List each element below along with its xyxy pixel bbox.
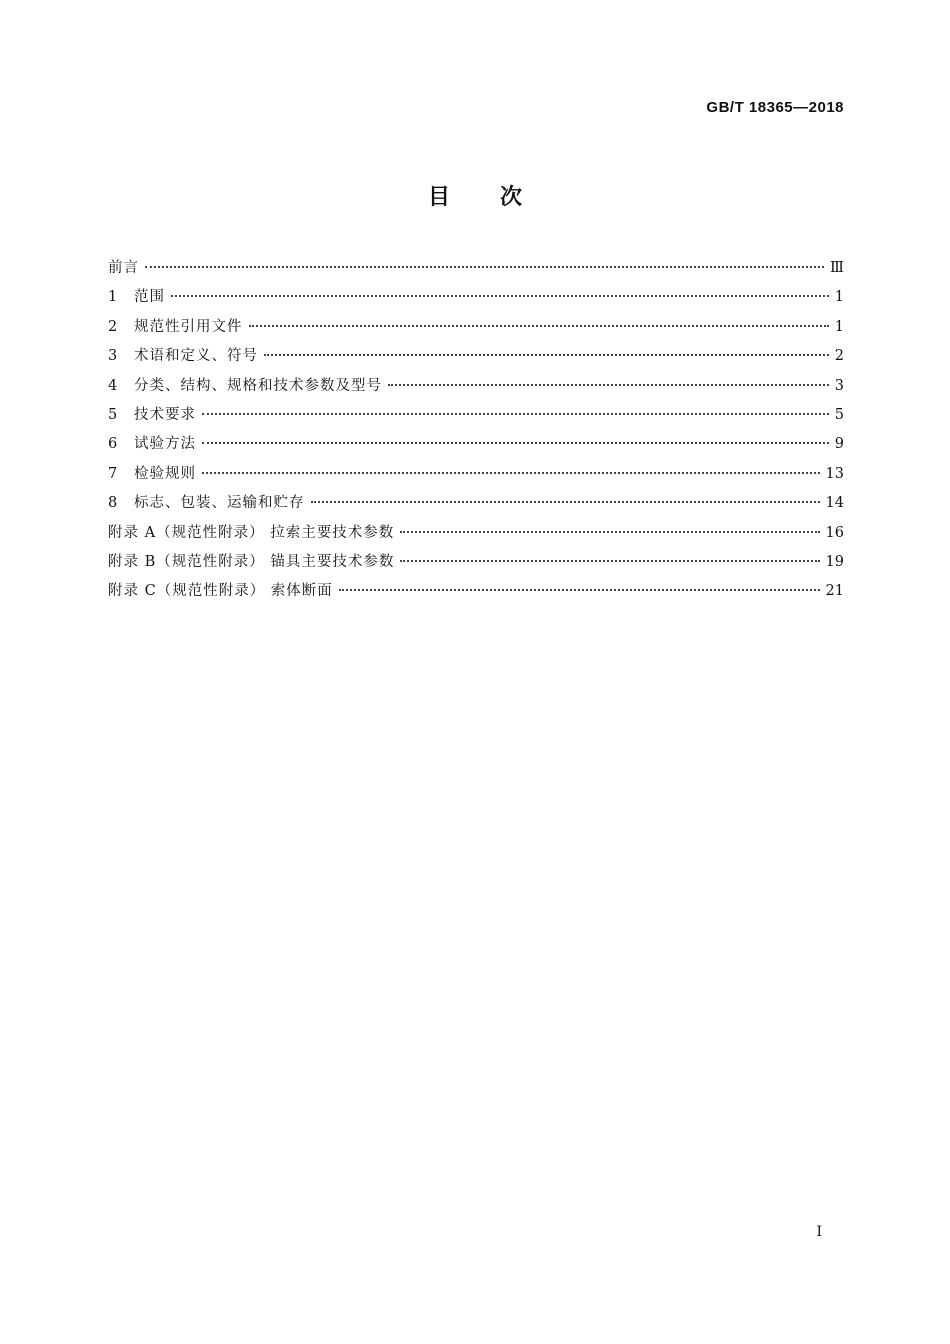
toc-item-number: 2 [108,318,118,335]
title-char-2: 次 [500,185,523,210]
toc-item-8[interactable] [108,491,844,520]
toc-item-page: 1 [834,289,844,306]
toc-item-page: Ⅲ [830,260,844,276]
toc-item-label: 范围 [134,289,165,306]
toc-leader [249,325,829,327]
toc-item-label: 标志、包装、运输和贮存 [134,495,305,512]
toc-item-annex-b[interactable] [108,550,844,579]
toc-item-label: 检验规则 [134,465,196,482]
toc-leader [202,472,820,474]
toc-item-number: 1 [108,289,118,306]
toc-item-number: 8 [108,495,118,512]
toc-item-3[interactable] [108,344,844,373]
toc-leader [339,589,820,591]
toc-item-page: 13 [825,465,844,482]
page-number: I [816,1224,822,1240]
toc-item-label: 前言 [108,260,139,276]
table-of-contents [108,256,844,609]
toc-item-label: 附录 A（规范性附录） 拉索主要技术参数 [108,524,395,541]
toc-item-4[interactable] [108,374,844,403]
standard-number: GB/T 18365—2018 [706,99,844,116]
toc-item-page: 5 [834,406,844,423]
toc-item-1[interactable] [108,285,844,314]
toc-item-number: 5 [108,406,118,423]
toc-leader [400,531,819,533]
toc-leader [311,501,820,503]
toc-item-page: 3 [834,377,844,394]
toc-item-number: 3 [108,348,118,365]
toc-item-page: 16 [825,524,844,541]
toc-item-label: 分类、结构、规格和技术参数及型号 [134,377,382,394]
toc-item-label: 技术要求 [134,406,196,423]
toc-item-page: 14 [825,495,844,512]
toc-item-number: 4 [108,377,118,394]
toc-item-label: 术语和定义、符号 [134,348,258,365]
toc-item-label: 规范性引用文件 [134,318,243,335]
toc-item-page: 2 [834,348,844,365]
toc-item-7[interactable] [108,462,844,491]
toc-item-annex-a[interactable] [108,521,844,550]
toc-leader [202,442,829,444]
toc-item-preface[interactable] [108,256,844,285]
toc-leader [202,413,829,415]
toc-leader [400,560,819,562]
toc-item-page: 19 [825,553,844,570]
page-title [0,180,950,211]
toc-item-number: 6 [108,436,118,453]
toc-item-page: 9 [834,436,844,453]
toc-leader [171,295,829,297]
toc-item-5[interactable] [108,403,844,432]
toc-item-label: 附录 C（规范性附录） 索体断面 [108,583,333,600]
toc-item-6[interactable] [108,432,844,461]
toc-leader [388,384,829,386]
toc-item-page: 1 [834,318,844,335]
title-char-1: 目 [427,185,450,210]
toc-item-page: 21 [825,583,844,600]
toc-leader [145,266,824,268]
toc-item-label: 附录 B（规范性附录） 锚具主要技术参数 [108,553,395,570]
toc-item-number: 7 [108,465,118,482]
toc-item-label: 试验方法 [134,436,196,453]
toc-item-annex-c[interactable] [108,579,844,608]
toc-leader [264,354,829,356]
toc-item-2[interactable] [108,315,844,344]
